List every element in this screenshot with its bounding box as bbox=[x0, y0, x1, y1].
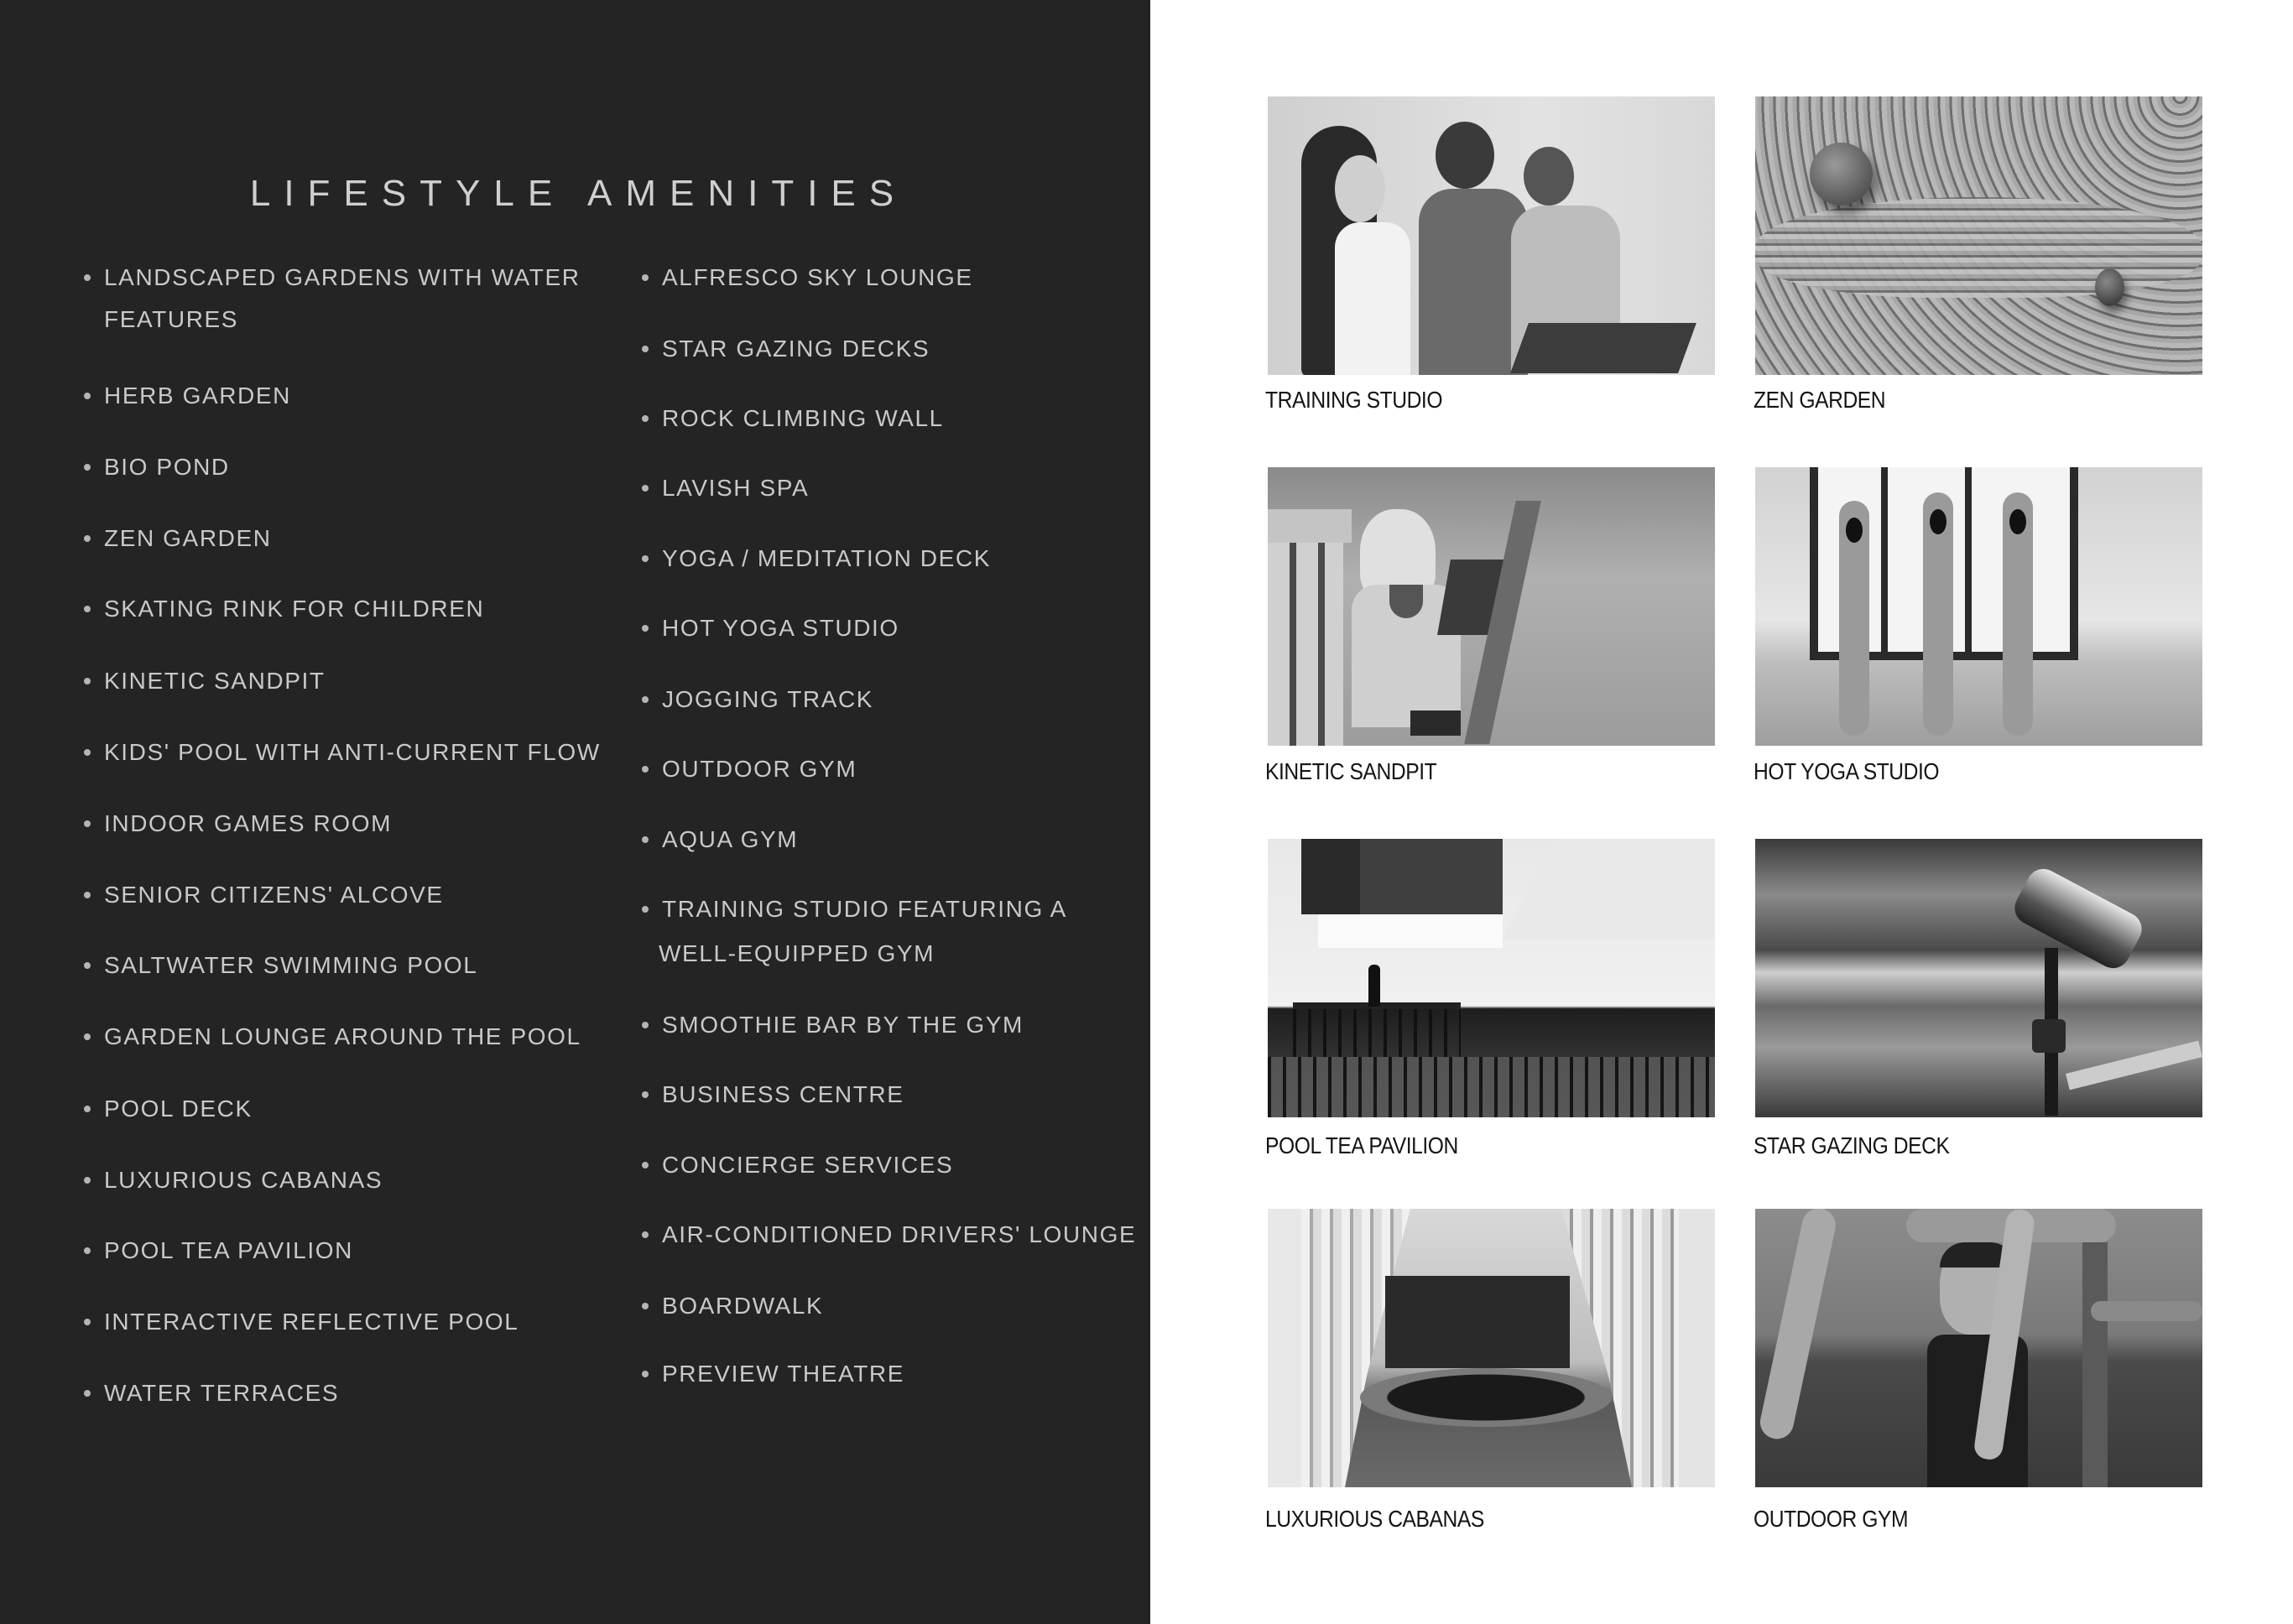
list-item: JOGGING TRACK bbox=[642, 679, 873, 721]
kinetic-sandpit-photo bbox=[1268, 467, 1715, 746]
bullet-icon bbox=[84, 1177, 91, 1184]
photo-caption: STAR GAZING DECK bbox=[1754, 1132, 1950, 1158]
bullet-icon bbox=[642, 1022, 649, 1028]
photo-caption: OUTDOOR GYM bbox=[1754, 1506, 1909, 1532]
list-item: ALFRESCO SKY LOUNGE bbox=[642, 257, 973, 299]
list-item: ZEN GARDEN bbox=[84, 518, 272, 560]
list-item: KINETIC SANDPIT bbox=[84, 660, 326, 702]
bullet-icon bbox=[84, 535, 91, 542]
list-item: TRAINING STUDIO FEATURING A WELL-EQUIPPED GYM bbox=[642, 888, 1067, 975]
zen-garden-photo bbox=[1755, 96, 2202, 375]
list-item: STAR GAZING DECKS bbox=[642, 328, 930, 370]
bullet-icon bbox=[84, 892, 91, 898]
bullet-icon bbox=[642, 346, 649, 352]
photo-caption: POOL TEA PAVILION bbox=[1265, 1132, 1458, 1158]
bullet-icon bbox=[84, 1390, 91, 1397]
bullet-icon bbox=[84, 464, 91, 471]
bullet-icon bbox=[642, 625, 649, 632]
bullet-icon bbox=[84, 274, 91, 281]
photo-caption: TRAINING STUDIO bbox=[1265, 387, 1443, 413]
bullet-icon bbox=[642, 1091, 649, 1098]
bullet-icon bbox=[84, 820, 91, 827]
bullet-icon bbox=[642, 1371, 649, 1377]
list-item: KIDS' POOL WITH ANTI-CURRENT FLOW bbox=[84, 731, 601, 773]
list-item: SENIOR CITIZENS' ALCOVE bbox=[84, 874, 444, 916]
list-item: SALTWATER SWIMMING POOL bbox=[84, 945, 477, 986]
bullet-icon bbox=[84, 1319, 91, 1325]
list-item: POOL DECK bbox=[84, 1088, 253, 1130]
list-item: CONCIERGE SERVICES bbox=[642, 1144, 953, 1186]
list-item: AIR-CONDITIONED DRIVERS' LOUNGE bbox=[642, 1214, 1136, 1256]
bullet-icon bbox=[642, 696, 649, 703]
outdoor-gym-photo bbox=[1755, 1209, 2202, 1487]
bullet-icon bbox=[642, 415, 649, 422]
list-item: SKATING RINK FOR CHILDREN bbox=[84, 588, 484, 630]
list-item: LUXURIOUS CABANAS bbox=[84, 1159, 383, 1201]
bullet-icon bbox=[642, 906, 649, 913]
list-item: LAVISH SPA bbox=[642, 467, 809, 509]
bullet-icon bbox=[84, 1106, 91, 1112]
list-item: AQUA GYM bbox=[642, 819, 798, 861]
page-title: LIFESTYLE AMENITIES bbox=[249, 173, 908, 214]
list-item: POOL TEA PAVILION bbox=[84, 1230, 353, 1272]
bullet-icon bbox=[642, 836, 649, 843]
list-item: SMOOTHIE BAR BY THE GYM bbox=[642, 1004, 1024, 1046]
photo-caption: LUXURIOUS CABANAS bbox=[1265, 1506, 1484, 1532]
bullet-icon bbox=[642, 1303, 649, 1309]
bullet-icon bbox=[84, 1033, 91, 1040]
photo-caption: HOT YOGA STUDIO bbox=[1754, 758, 1940, 784]
list-item: LANDSCAPED GARDENS WITH WATER FEATURES bbox=[84, 257, 581, 341]
list-item: BUSINESS CENTRE bbox=[642, 1074, 904, 1116]
bullet-icon bbox=[84, 678, 91, 684]
bullet-icon bbox=[84, 1247, 91, 1254]
list-item: GARDEN LOUNGE AROUND THE POOL bbox=[84, 1016, 581, 1058]
hot-yoga-studio-photo bbox=[1755, 467, 2202, 746]
bullet-icon bbox=[642, 1162, 649, 1169]
list-item: WATER TERRACES bbox=[84, 1372, 339, 1414]
list-item: INDOOR GAMES ROOM bbox=[84, 803, 392, 845]
bullet-icon bbox=[642, 766, 649, 773]
training-studio-photo bbox=[1268, 96, 1715, 375]
bullet-icon bbox=[84, 393, 91, 399]
photo-caption: KINETIC SANDPIT bbox=[1265, 758, 1437, 784]
bullet-icon bbox=[642, 555, 649, 562]
star-gazing-deck-photo bbox=[1755, 839, 2202, 1117]
pool-tea-pavilion-photo bbox=[1268, 839, 1715, 1117]
bullet-icon bbox=[642, 274, 649, 281]
bullet-icon bbox=[84, 962, 91, 969]
bullet-icon bbox=[84, 749, 91, 756]
list-item: HOT YOGA STUDIO bbox=[642, 607, 899, 649]
list-item: HERB GARDEN bbox=[84, 375, 291, 417]
list-item: PREVIEW THEATRE bbox=[642, 1353, 904, 1395]
list-item: BOARDWALK bbox=[642, 1285, 823, 1327]
luxurious-cabanas-photo bbox=[1268, 1209, 1715, 1487]
list-item: BIO POND bbox=[84, 446, 230, 488]
bullet-icon bbox=[84, 606, 91, 612]
list-item: INTERACTIVE REFLECTIVE POOL bbox=[84, 1301, 519, 1343]
bullet-icon bbox=[642, 485, 649, 492]
list-item: YOGA / MEDITATION DECK bbox=[642, 538, 991, 580]
list-item: ROCK CLIMBING WALL bbox=[642, 398, 944, 440]
bullet-icon bbox=[642, 1231, 649, 1238]
list-item: OUTDOOR GYM bbox=[642, 748, 857, 790]
photo-caption: ZEN GARDEN bbox=[1754, 387, 1886, 413]
